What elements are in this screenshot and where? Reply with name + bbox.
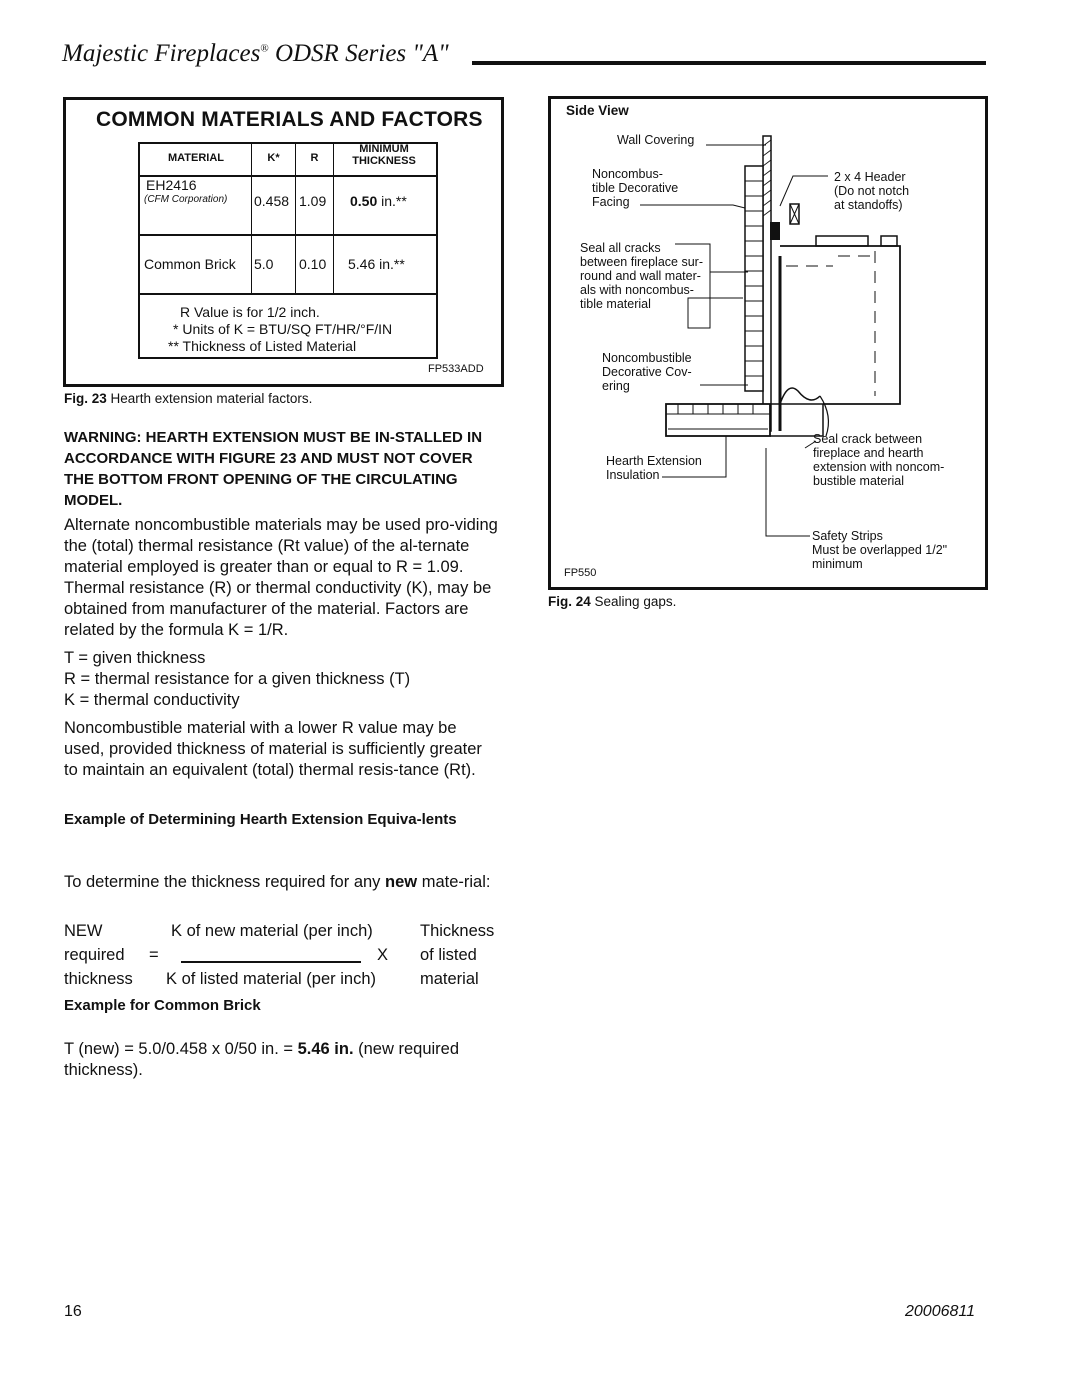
formula-denominator: K of listed material (per inch) — [166, 970, 376, 988]
label-safety-strips: Safety Strips Must be overlapped 1/2" minimum — [812, 529, 948, 571]
brick-heading: Example for Common Brick — [64, 997, 261, 1014]
formula-right: Thickness — [420, 922, 495, 940]
table-code: FP533ADD — [428, 363, 484, 375]
cell-thickness: 5.46 in.** — [348, 256, 405, 272]
table-note: ** Thickness of Listed Material — [168, 338, 357, 354]
definition: T = given thickness — [64, 649, 206, 667]
seal-black — [770, 222, 780, 240]
col-header-k: K* — [267, 152, 280, 164]
paragraph-lower-r: Noncombustible material with a lower R value may be used, provided thickness of material is sufficiently greater to maintain an equivalent (total) thermal resis-tance (Rt). — [64, 719, 482, 779]
formula-left: thickness — [64, 970, 133, 988]
table-rule — [140, 234, 436, 236]
warning-text: WARNING: HEARTH EXTENSION MUST BE IN-STALLED IN ACCORDANCE WITH FIGURE 23 AND MUST NOT COVER THE BOTTOM FRONT OPENING OF THE CIRCULATING MODEL. — [64, 429, 483, 509]
top-vent — [816, 236, 868, 246]
table-rule — [140, 293, 436, 295]
label-header: 2 x 4 Header (Do not notch at standoffs) — [834, 170, 910, 212]
floor-curve — [820, 396, 828, 436]
header-rule — [472, 61, 986, 65]
formula-numerator: K of new material (per inch) — [171, 922, 373, 940]
definition: K = thermal conductivity — [64, 691, 240, 709]
formula-fraction-bar — [181, 961, 361, 963]
hearth-extension — [666, 404, 770, 436]
cell-maker: (CFM Corporation) — [144, 194, 228, 205]
cell-k: 5.0 — [254, 256, 274, 272]
col-header-material: MATERIAL — [167, 152, 224, 164]
label-noncomb-cover: Noncombustible Decorative Cov- ering — [602, 351, 692, 393]
page-header-title: Majestic Fireplaces® ODSR Series "A" — [62, 40, 449, 67]
side-view-title: Side View — [566, 103, 629, 118]
cell-material: Common Brick — [144, 256, 236, 272]
label-wall-covering: Wall Covering — [617, 133, 695, 147]
paragraph-determine: To determine the thickness required for any new mate-rial: — [64, 873, 491, 891]
hidden-lines — [786, 251, 878, 404]
table-note: R Value is for 1/2 inch. — [180, 304, 320, 320]
document-number: 20006811 — [905, 1303, 975, 1320]
col-header-r: R — [310, 152, 319, 164]
label-seal-all: Seal all cracks between fireplace sur- round and wall mater- als with noncombus- tible material — [580, 241, 703, 311]
top-vent-small — [881, 236, 897, 246]
cell-material: EH2416 — [146, 177, 197, 193]
formula-right: material — [420, 970, 479, 988]
formula-times: X — [377, 946, 389, 964]
label-noncomb-facing: Noncombus- tible Decorative Facing — [592, 167, 679, 209]
paragraph-alternate: Alternate noncombustible materials may be used pro-viding the (total) thermal resistance (Rt value) of the al-ternate material employed is greater than or equal to R = 1.09. Thermal resistance (R) or thermal conductivity (K), may be obtained from manufacturer of the material. Factors are related by the formula K = 1/R. — [64, 516, 498, 639]
page-number: 16 — [64, 1303, 82, 1320]
materials-table — [138, 142, 438, 359]
formula-left: NEW — [64, 922, 103, 940]
label-hearth-insulation: Hearth Extension Insulation — [606, 454, 702, 482]
formula-right: of listed — [420, 946, 477, 964]
cell-k: 0.458 — [254, 193, 290, 209]
formula-left: required — [64, 946, 125, 964]
wavy-opening — [780, 388, 820, 404]
decorative-facing — [745, 166, 763, 391]
fireplace-outline — [780, 246, 900, 404]
fig23-caption: Fig. 23 Hearth extension material factors. — [64, 391, 313, 406]
label-seal-crack: Seal crack between fireplace and hearth extension with noncom- bustible material — [813, 432, 945, 488]
table-rule — [140, 357, 436, 359]
cell-r: 1.09 — [299, 193, 327, 209]
table-note: * Units of K = BTU/SQ FT/HR/°F/IN — [173, 321, 393, 337]
wall-covering-hatch — [763, 140, 771, 216]
cell-thickness: 0.50 in.** — [350, 193, 407, 209]
example-heading: Example of Determining Hearth Extension Equiva-lents — [64, 811, 457, 828]
table-title: COMMON MATERIALS AND FACTORS — [96, 108, 483, 131]
col-header-min: MINIMUM THICKNESS — [352, 143, 416, 167]
wall-covering-strip — [763, 136, 771, 431]
col-divider — [251, 142, 252, 293]
col-divider — [295, 142, 296, 293]
fig24-caption: Fig. 24 Sealing gaps. — [548, 594, 677, 609]
brick-example: T (new) = 5.0/0.458 x 0/50 in. = 5.46 in. (new required thickness). — [64, 1040, 460, 1079]
definition: R = thermal resistance for a given thickness (T) — [64, 670, 411, 688]
diagram-code: FP550 — [564, 567, 597, 579]
cell-r: 0.10 — [299, 256, 327, 272]
formula-equals: = — [149, 946, 159, 964]
